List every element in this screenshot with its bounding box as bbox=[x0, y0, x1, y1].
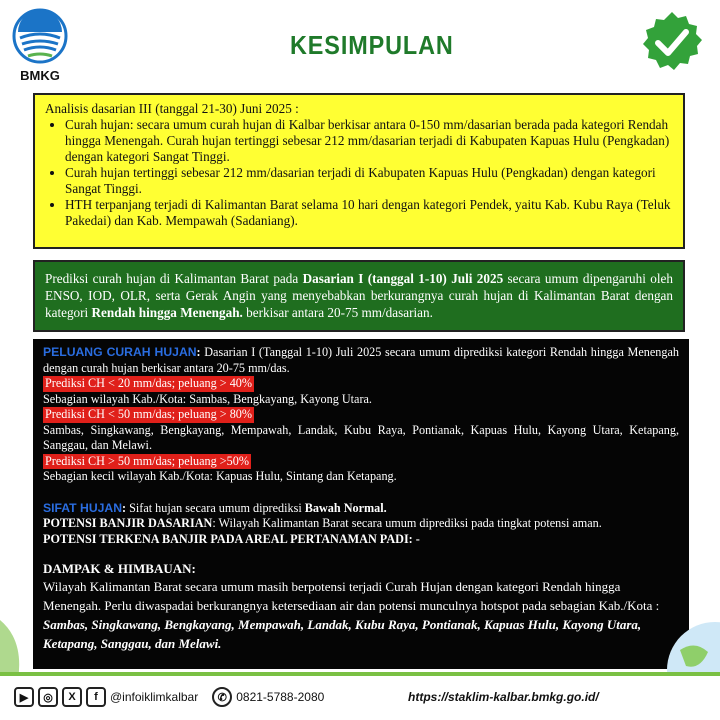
footer bbox=[0, 672, 720, 720]
prediction-tag-2: Prediksi CH < 50 mm/das; peluang > 80% bbox=[45, 407, 253, 421]
prediction-tag-1: Prediksi CH < 20 mm/das; peluang > 40% bbox=[45, 376, 253, 390]
prediction-text: Prediksi curah hujan di Kalimantan Barat pada bbox=[45, 271, 303, 286]
analysis-heading: Analisis dasarian III (tanggal 21-30) Juni 2025 : bbox=[45, 101, 299, 116]
bmkg-logo bbox=[12, 8, 68, 86]
phone-number[interactable]: 0821-5788-2080 bbox=[236, 690, 325, 704]
analysis-box bbox=[33, 93, 685, 249]
list-item: • Curah hujan: secara umum curah hujan di Kalbar berkisar antara 0-150 mm/dasarian berada pada kategori Rendah hingga Menengah. Curah hujan tertinggi sebesar 212 mm/dasarian terjadi di Kabupaten Kapuas Hulu (Pengkadan) dengan kategori Sangat Tinggi. bbox=[65, 117, 673, 165]
dampak-text: Wilayah Kalimantan Barat secara umum masih berpotensi terjadi Curah Hujan dengan kategori Rendah hingga Menengah. Perlu diwaspadai berkurangnya ketersediaan air dan potensi munculnya hotspot pada sebagian Kab./Kota : bbox=[43, 578, 660, 613]
prediction-text: berkisar antara 20-75 mm/dasarian. bbox=[242, 305, 433, 320]
dampak-title: DAMPAK & HIMBAUAN: bbox=[43, 561, 196, 576]
prediction-category: Rendah hingga Menengah. bbox=[91, 305, 243, 320]
forecast-box bbox=[33, 339, 689, 669]
social-row bbox=[14, 684, 324, 710]
instagram-icon[interactable]: ◎ bbox=[38, 687, 58, 707]
x-icon[interactable]: X bbox=[62, 687, 82, 707]
peluang-text: Dasarian I (Tanggal 1-10) Juli 2025 secara umum diprediksi kategori Rendah hingga Menengah dengan curah hujan berkisar antara 20-75 mm/das. bbox=[43, 345, 679, 375]
leaf-decoration-icon bbox=[0, 600, 30, 680]
dampak-section bbox=[43, 577, 679, 653]
facebook-icon[interactable]: f bbox=[86, 687, 106, 707]
footer-stripe bbox=[0, 672, 720, 676]
prediction-area-2: Sambas, Singkawang, Bengkayang, Mempawah, Landak, Kubu Raya, Pontianak, Kapuas Hulu, Kayong Utara, Ketapang, Sanggau, dan Melawi. bbox=[43, 422, 679, 452]
sifat-section bbox=[43, 501, 679, 517]
sifat-label: SIFAT HUJAN bbox=[43, 500, 122, 515]
check-badge-icon bbox=[640, 10, 704, 74]
page-title: KESIMPULAN bbox=[290, 30, 454, 60]
analysis-list bbox=[45, 117, 673, 229]
prediction-tag-3: Prediksi CH > 50 mm/das; peluang >50% bbox=[45, 453, 249, 468]
banjir-text: : Wilayah Kalimantan Barat secara umum diprediksi pada tingkat potensi aman. bbox=[212, 516, 602, 530]
list-item: • Curah hujan tertinggi sebesar 212 mm/dasarian terjadi di Kabupaten Kapuas Hulu (Pengkadan) dengan kategori Sangat Tinggi. bbox=[65, 165, 673, 197]
dampak-area-list: Sambas, Singkawang, Bengkayang, Mempawah, Landak, Kubu Raya, Pontianak, Kapuas Hulu, Kayong Utara, Ketapang, Sanggau, dan Melawi. bbox=[43, 616, 642, 651]
header bbox=[0, 0, 720, 88]
peluang-section bbox=[43, 345, 679, 376]
prediction-box bbox=[33, 260, 685, 332]
bmkg-logo-icon bbox=[12, 8, 68, 68]
peluang-colon: : bbox=[196, 345, 201, 359]
banjir-section bbox=[43, 516, 679, 532]
social-handle[interactable]: @infoiklimkalbar bbox=[110, 690, 199, 704]
prediction-text: secara umum dipengaruhi oleh ENSO, IOD, OLR, serta Gerak Angin yang menyebabkan berkurangnya curah hujan di Kalimantan Barat dengan kategori bbox=[45, 271, 673, 320]
peluang-label: PELUANG CURAH HUJAN bbox=[43, 345, 197, 359]
logo-text: BMKG bbox=[20, 68, 60, 83]
website-link[interactable]: https://staklim-kalbar.bmkg.go.id/ bbox=[408, 690, 599, 704]
sifat-text: Sifat hujan secara umum diprediksi bbox=[126, 500, 305, 515]
banjir-label: POTENSI BANJIR DASARIAN bbox=[43, 516, 213, 530]
whatsapp-icon[interactable]: ✆ bbox=[212, 687, 232, 707]
prediction-area-3: Sebagian kecil wilayah Kab./Kota: Kapuas Hulu, Sintang dan Ketapang. bbox=[43, 469, 397, 483]
list-item: • HTH terpanjang terjadi di Kalimantan Barat selama 10 hari dengan kategori Pendek, yaitu Kab. Kubu Raya (Teluk Pakedai) dan Kab. Mempawah (Sadaniang). bbox=[65, 197, 673, 229]
youtube-icon[interactable]: ▶ bbox=[14, 687, 34, 707]
sifat-colon: : bbox=[122, 500, 127, 515]
sifat-value: Bawah Normal. bbox=[304, 500, 387, 515]
prediction-period: Dasarian I (tanggal 1-10) Juli 2025 bbox=[302, 271, 504, 286]
prediction-area-1: Sebagian wilayah Kab./Kota: Sambas, Bengkayang, Kayong Utara. bbox=[43, 391, 372, 406]
pertanian-label: POTENSI TERKENA BANJIR PADA AREAL PERTANAMAN PADI: - bbox=[43, 531, 420, 546]
